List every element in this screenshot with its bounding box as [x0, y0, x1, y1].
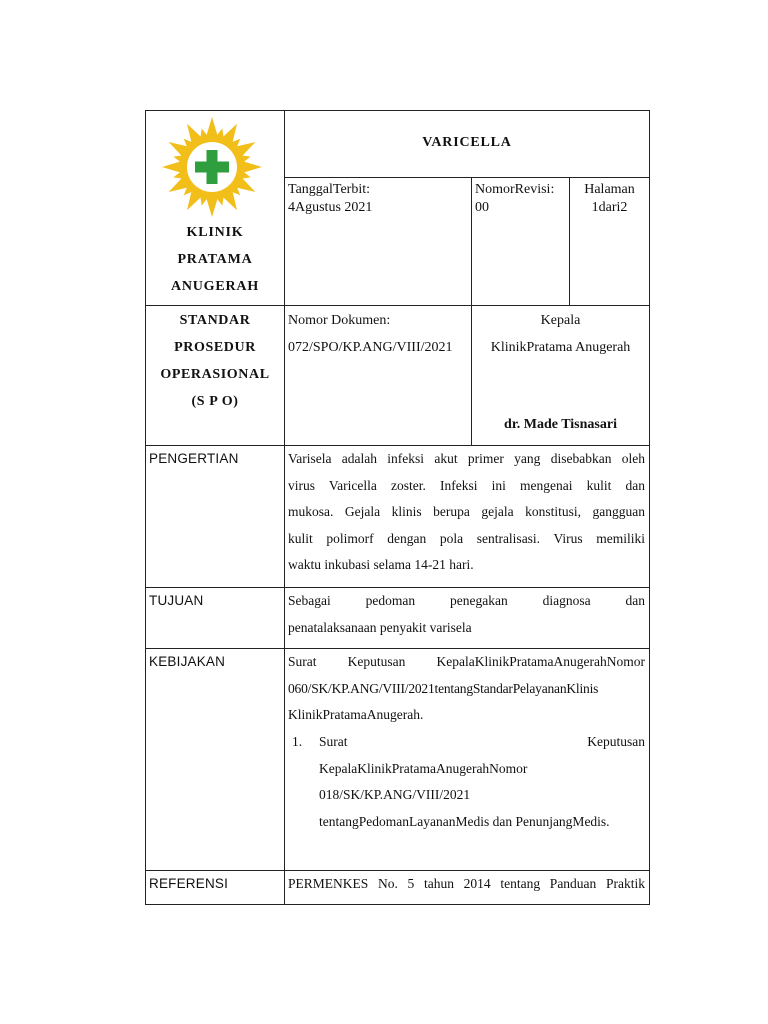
table-border	[145, 110, 650, 111]
spo-title-line: OPERASIONAL	[160, 367, 270, 382]
revision-number	[475, 181, 567, 217]
body-line: kulit polimorf dengan pola sentralisasi. Virus memiliki	[288, 530, 645, 546]
section-label-referensi: REFERENSI	[149, 876, 229, 891]
list-item	[319, 729, 645, 835]
body-line: Varisela adalah infeksi akut primer yang disebabkan oleh	[288, 451, 645, 466]
spo-title-line: PROSEDUR	[174, 340, 256, 355]
table-border	[649, 110, 650, 905]
body-line: 060/SK/KP.ANG/VIII/2021tentangStandarPelayananKlinis	[288, 680, 599, 696]
clinic-name-line: KLINIK	[186, 225, 244, 240]
clinic-name-line: PRATAMA	[177, 252, 253, 267]
clinic-head-title-line: Kepala	[540, 313, 581, 328]
clinic-name	[146, 219, 284, 300]
list-item-number: 1.	[292, 734, 303, 749]
document-number-label: Nomor Dokumen:	[288, 313, 391, 328]
page-info	[570, 181, 649, 217]
issue-date-label: TanggalTerbit:	[288, 182, 371, 197]
body-line: virus Varicella zoster. Infeksi ini mengenai kulit dan	[288, 477, 645, 493]
list-item-line: tentangPedomanLayananMedis dan PenunjangMedis.	[319, 813, 610, 829]
issue-date	[288, 181, 468, 217]
body-line: KlinikPratamaAnugerah.	[288, 707, 424, 723]
list-item-line: 018/SK/KP.ANG/VIII/2021	[319, 787, 471, 803]
body-line: penatalaksanaan penyakit varisela	[288, 619, 472, 635]
issue-date-value: 4Agustus 2021	[288, 200, 373, 215]
table-border	[145, 904, 650, 905]
body-line: mukosa. Gejala klinis berupa gejala konstitusi, gangguan	[288, 504, 645, 520]
spo-title	[146, 307, 284, 415]
section-label-tujuan: TUJUAN	[149, 593, 204, 608]
body-line: waktu inkubasi selama 14-21 hari.	[288, 557, 474, 573]
body-line: Sebagai pedoman penegakan diagnosa dan	[288, 593, 645, 608]
section-body-kebijakan	[288, 649, 645, 729]
clinic-head-title-line: KlinikPratama Anugerah	[490, 340, 631, 355]
body-line: PERMENKES No. 5 tahun 2014 tentang Panduan Praktik	[288, 876, 645, 891]
revision-label: NomorRevisi:	[475, 182, 555, 197]
document-number-value: 072/SPO/KP.ANG/VIII/2021	[288, 340, 453, 355]
clinic-head-name: dr. Made Tisnasari	[504, 417, 617, 432]
section-body-tujuan	[288, 588, 645, 641]
list-item-line: Surat Keputusan	[319, 734, 645, 749]
clinic-name-line: ANUGERAH	[170, 279, 260, 294]
section-label-pengertian: PENGERTIAN	[149, 451, 239, 466]
document-title: VARICELLA	[422, 135, 512, 150]
section-label-kebijakan: KEBIJAKAN	[149, 654, 226, 669]
table-border	[284, 110, 285, 905]
section-body-pengertian	[288, 446, 645, 579]
sun-cross-logo-icon	[160, 115, 264, 219]
page-label: Halaman	[584, 182, 635, 197]
revision-value: 00	[475, 200, 489, 215]
table-border	[145, 305, 650, 306]
page-value: 1dari2	[591, 200, 628, 215]
table-border	[285, 177, 650, 178]
clinic-logo	[160, 115, 264, 219]
clinic-head-title	[472, 307, 649, 361]
body-line: Surat Keputusan KepalaKlinikPratamaAnugerahNomor	[288, 654, 645, 669]
section-body-referensi	[288, 871, 645, 898]
document-number	[288, 307, 470, 361]
spo-title-line: (S P O)	[191, 394, 239, 409]
spo-title-line: STANDAR	[179, 313, 251, 328]
list-item-line: KepalaKlinikPratamaAnugerahNomor	[319, 760, 528, 776]
